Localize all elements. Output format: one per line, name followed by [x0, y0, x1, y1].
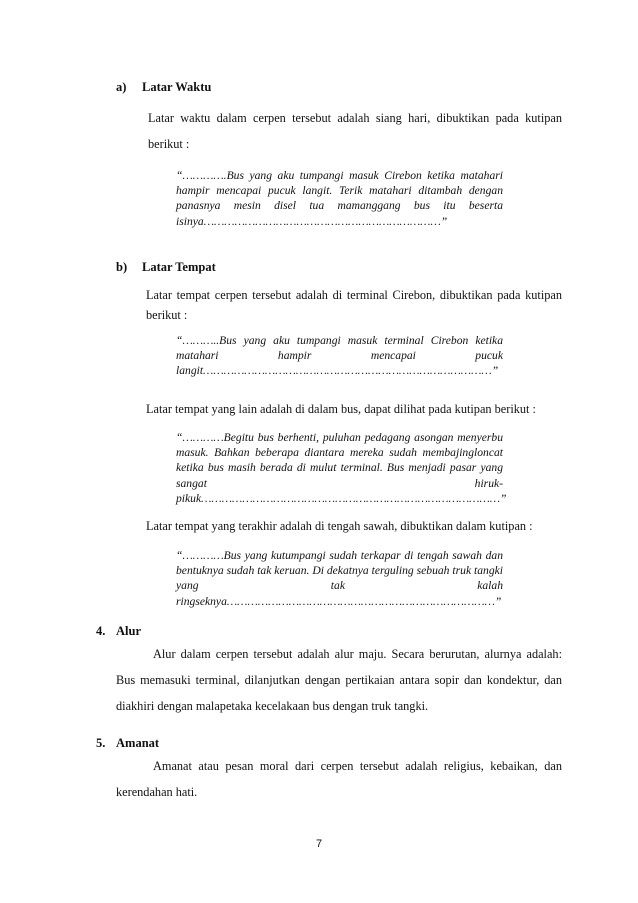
- list-label: 4.: [96, 624, 106, 638]
- list-label: 5.: [96, 736, 106, 750]
- heading-text: Alur: [116, 624, 141, 638]
- heading-amanat: [96, 736, 159, 751]
- heading-latar-waktu: [116, 80, 211, 95]
- paragraph-amanat: Amanat atau pesan moral dari cerpen tersebut adalah religius, kebaikan, dan kerendahan hati.: [116, 759, 562, 799]
- heading-latar-tempat: [116, 260, 216, 275]
- paragraph-latar-waktu: Latar waktu dalam cerpen tersebut adalah siang hari, dibuktikan pada kutipan berikut :: [148, 111, 562, 151]
- quote-latar-tempat-sawah: “…………Bus yang kutumpangi sudah terkapar di tengah sawah dan bentuknya sudah tak keruan. Di dekatnya terguling sebuah truk tangki yang tak kalah ringseknya……………………………………………………………………”: [176, 549, 503, 608]
- paragraph-latar-tempat: Latar tempat cerpen tersebut adalah di terminal Cirebon, dibuktikan pada kutipan berikut :: [146, 288, 562, 322]
- heading-text: Amanat: [116, 736, 160, 750]
- page-number: 7: [316, 838, 323, 850]
- list-label: a): [116, 80, 127, 94]
- quote-latar-tempat-bus: “…………Begitu bus berhenti, puluhan pedagang asongan menyerbu masuk. Bahkan beberapa diantara mereka sudah membajingloncat ketika bus masih berada di mulut terminal. Bus menjadi pasar yang sangat hiruk-pikuk……………………………………………………………………………”: [176, 431, 507, 505]
- heading-text: Latar Tempat: [142, 260, 216, 274]
- quote-latar-waktu: “………….Bus yang aku tumpangi masuk Cirebon ketika matahari hampir mencapai pucuk langit. Terik matahari ditambah dengan panasnya mesin disel tua mamanggang bus itu beserta isinya……………………………………………………………”: [176, 169, 503, 228]
- list-label: b): [116, 260, 128, 274]
- heading-text: Latar Waktu: [142, 80, 212, 94]
- quote-latar-tempat-terminal: “………..Bus yang aku tumpangi masuk terminal Cirebon ketika matahari hampir mencapai pucuk langit…………………………………………………………………………”: [176, 334, 503, 378]
- paragraph-latar-tempat-sawah: Latar tempat yang terakhir adalah di tengah sawah, dibuktikan dalam kutipan :: [146, 519, 533, 533]
- paragraph-latar-tempat-bus: Latar tempat yang lain adalah di dalam bus, dapat dilihat pada kutipan berikut :: [146, 402, 536, 416]
- heading-alur: [96, 624, 141, 639]
- paragraph-alur: Alur dalam cerpen tersebut adalah alur maju. Secara berurutan, alurnya adalah: Bus memasuki terminal, dilanjutkan dengan pertikaian antara sopir dan kondektur, dan diakhiri dengan malapetaka kecelakaan bus dengan truk tangki.: [116, 647, 562, 713]
